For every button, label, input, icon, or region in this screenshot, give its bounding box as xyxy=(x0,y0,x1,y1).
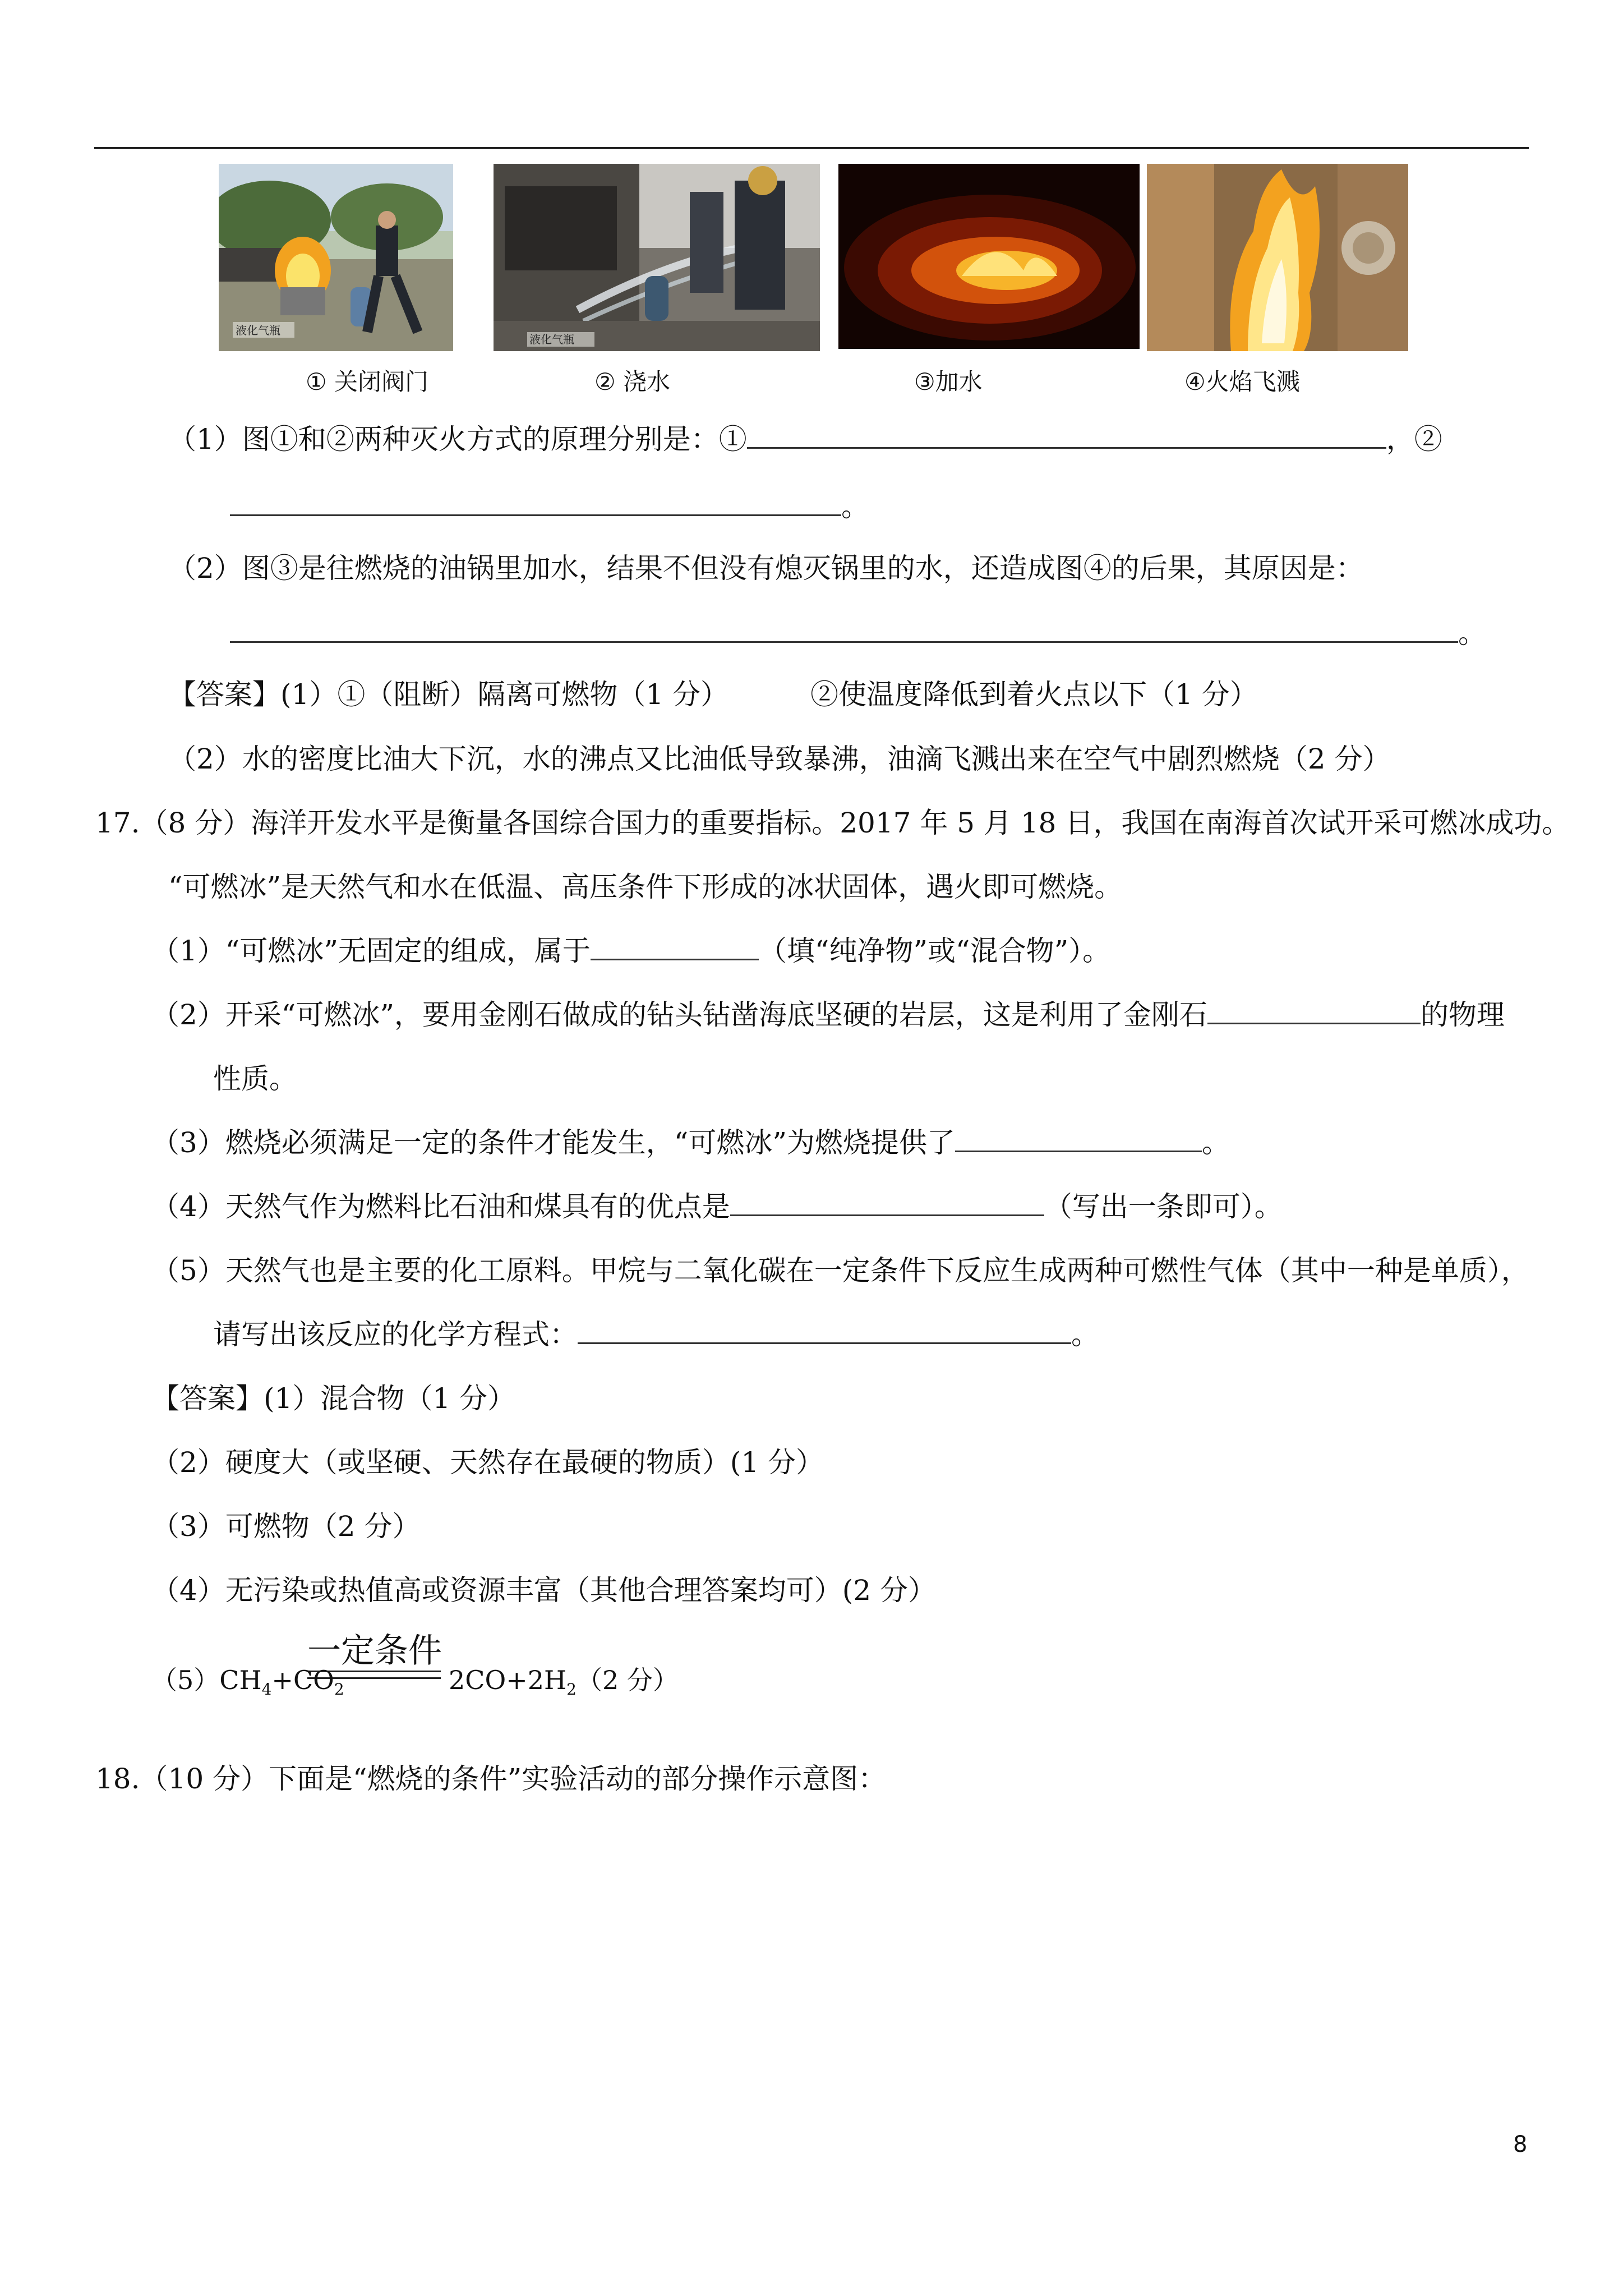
q17-answer-1: 【答案】(1）混合物（1 分） xyxy=(151,1382,516,1415)
q17-answer-5-products: 2CO+2H xyxy=(449,1665,567,1695)
header-rule xyxy=(94,147,1529,149)
q17-stem-1: 17.（8 分）海洋开发水平是衡量各国综合国力的重要指标。2017 年 5 月 18 日，我国在南海首次试开采可燃冰成功。 xyxy=(95,807,1570,839)
q16-blank-1 xyxy=(747,422,1386,449)
q17-part3-text: （3）燃烧必须满足一定的条件才能发生，“可燃冰”为燃烧提供了 xyxy=(151,1126,955,1159)
photo2-inset-label: 液化气瓶 xyxy=(529,333,574,346)
q17-part3 xyxy=(151,1125,1230,1160)
q17-part2-text: （2）开采“可燃冰”，要用金刚石做成的钻头钻凿海底坚硬的岩层，这是利用了金刚石 xyxy=(151,999,1207,1031)
figure-caption-4: ④火焰飞溅 xyxy=(1184,368,1300,395)
q17-blank-3 xyxy=(955,1126,1202,1152)
q17-blank-2 xyxy=(1207,998,1421,1024)
q17-part4-tail: （写出一条即可）。 xyxy=(1044,1190,1283,1223)
q17-answer-5-condition: 一定条件 xyxy=(307,1631,442,1671)
q17-part1 xyxy=(151,933,1110,968)
q17-answer-3: （3）可燃物（2 分） xyxy=(151,1510,421,1543)
q17-part4 xyxy=(151,1189,1283,1224)
q17-part1-tail: （填“纯净物”或“混合物”）。 xyxy=(758,935,1111,967)
figure-caption-3: ③加水 xyxy=(914,368,983,395)
q17-part5-cont xyxy=(213,1317,1099,1352)
q17-answer-5-score: （2 分） xyxy=(576,1665,679,1695)
q16-answer-1a: 【答案】(1）①（阻断）隔离可燃物（1 分） xyxy=(168,678,729,711)
q16-part1-text: （1）图①和②两种灭火方式的原理分别是：① xyxy=(168,423,747,455)
q16-part1-sep: ，② xyxy=(1386,423,1442,455)
q17-part5-text: 请写出该反应的化学方程式： xyxy=(213,1318,578,1351)
q16-part1 xyxy=(168,422,1442,457)
photo-add-water xyxy=(838,164,1140,349)
q18-stem: 18.（10 分）下面是“燃烧的条件”实验活动的部分操作示意图： xyxy=(95,1763,887,1795)
page-number: 8 xyxy=(1513,2132,1528,2157)
q17-part3-end: 。 xyxy=(1201,1126,1230,1159)
q17-part5: （5）天然气也是主要的化工原料。甲烷与二氧化碳在一定条件下反应生成两种可燃性气体（其中一种是单质）， xyxy=(151,1254,1529,1287)
q16-part1-end: 。 xyxy=(841,490,869,523)
photo1-inset-label: 液化气瓶 xyxy=(236,324,280,337)
photo-close-valve xyxy=(219,164,453,351)
q17-answer-5-prefix: （5）CH xyxy=(151,1665,262,1695)
photo-pour-water xyxy=(494,164,820,351)
q17-part2 xyxy=(151,997,1505,1032)
q17-blank-4 xyxy=(730,1190,1044,1216)
q17-part2-cont: 性质。 xyxy=(213,1062,297,1095)
q17-part2-tail: 的物理 xyxy=(1420,999,1505,1031)
q17-part1-text: （1）“可燃冰”无固定的组成，属于 xyxy=(151,935,591,967)
q16-blank-3 xyxy=(230,616,1458,643)
q16-part2-text: （2）图③是往燃烧的油锅里加水，结果不但没有熄灭锅里的水，还造成图④的后果，其原因是： xyxy=(168,552,1364,585)
q17-part5-end: 。 xyxy=(1071,1318,1099,1351)
q16-answer-1b: ②使温度降低到着火点以下（1 分） xyxy=(810,678,1258,711)
q16-part2-cont xyxy=(230,616,1486,651)
q17-blank-1 xyxy=(591,934,759,960)
q17-blank-5 xyxy=(578,1318,1071,1344)
figure-caption-2: ② 浇水 xyxy=(594,368,671,395)
q17-part4-text: （4）天然气作为燃料比石油和煤具有的优点是 xyxy=(151,1190,730,1223)
q17-answer-2: （2）硬度大（或坚硬、天然存在最硬的物质）(1 分） xyxy=(151,1446,824,1479)
q17-answer-4: （4）无污染或热值高或资源丰富（其他合理答案均可）(2 分） xyxy=(151,1574,937,1607)
q16-part2 xyxy=(168,551,1364,586)
q16-part2-end: 。 xyxy=(1458,617,1486,650)
photo-flame-splash xyxy=(1147,164,1408,351)
q17-stem-2: “可燃冰”是天然气和水在低温、高压条件下形成的冰状固体，遇火即可燃烧。 xyxy=(168,871,1123,903)
q17-answer-5-right: $2CO+2H_2(2$ 分） xyxy=(449,1665,679,1699)
q16-blank-2 xyxy=(230,490,841,516)
q16-answer-2: （2）水的密度比油大下沉，水的沸点又比油低导致暴沸，油滴飞溅出来在空气中剧烈燃烧（2 分） xyxy=(168,743,1391,775)
figure-caption-1: ① 关闭阀门 xyxy=(306,368,429,395)
q16-part1-cont xyxy=(230,489,869,524)
q17-answer-5-left: $(5)CH_4+CO_2$ xyxy=(151,1665,344,1699)
